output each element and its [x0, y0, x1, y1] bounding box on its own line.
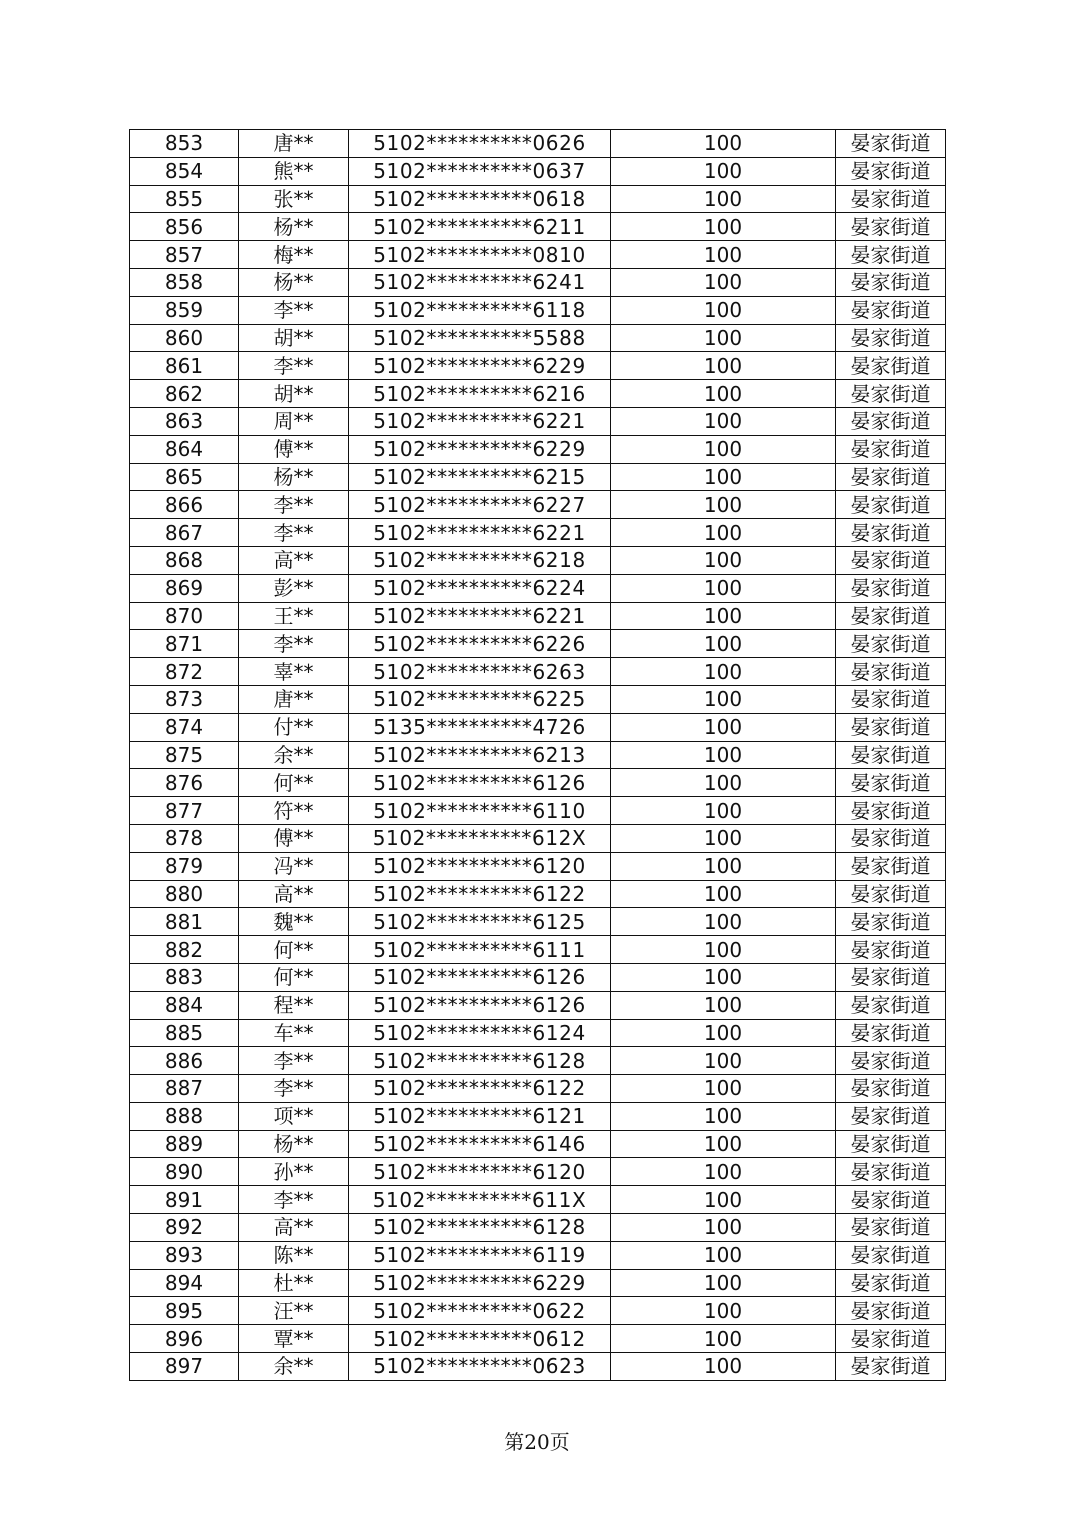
amount-cell: 100: [611, 852, 836, 880]
amount-cell: 100: [611, 296, 836, 324]
location-cell: 晏家街道: [836, 1158, 946, 1186]
amount-cell: 100: [611, 130, 836, 158]
table-row: [130, 574, 946, 602]
row-number-cell: 895: [130, 1297, 239, 1325]
name-cell: 唐**: [239, 130, 349, 158]
amount-cell: 100: [611, 463, 836, 491]
name-cell: 熊**: [239, 157, 349, 185]
id-number-cell: 5102**********6110: [349, 797, 611, 825]
id-number-cell: 5102**********6224: [349, 574, 611, 602]
id-number-cell: 5102**********6216: [349, 380, 611, 408]
name-cell: 付**: [239, 713, 349, 741]
location-cell: 晏家街道: [836, 435, 946, 463]
table-row: [130, 741, 946, 769]
name-cell: 傅**: [239, 435, 349, 463]
id-number-cell: 5102**********6126: [349, 769, 611, 797]
amount-cell: 100: [611, 797, 836, 825]
row-number-cell: 889: [130, 1130, 239, 1158]
name-cell: 何**: [239, 963, 349, 991]
row-number-cell: 891: [130, 1186, 239, 1214]
amount-cell: 100: [611, 741, 836, 769]
id-number-cell: 5102**********6215: [349, 463, 611, 491]
amount-cell: 100: [611, 824, 836, 852]
row-number-cell: 883: [130, 963, 239, 991]
location-cell: 晏家街道: [836, 1075, 946, 1103]
row-number-cell: 855: [130, 185, 239, 213]
id-number-cell: 5102**********6225: [349, 685, 611, 713]
table-row: [130, 1130, 946, 1158]
amount-cell: 100: [611, 1353, 836, 1381]
row-number-cell: 869: [130, 574, 239, 602]
name-cell: 周**: [239, 407, 349, 435]
id-number-cell: 5102**********6120: [349, 1158, 611, 1186]
location-cell: 晏家街道: [836, 908, 946, 936]
id-number-cell: 5102**********0622: [349, 1297, 611, 1325]
name-cell: 冯**: [239, 852, 349, 880]
id-number-cell: 5102**********6122: [349, 880, 611, 908]
location-cell: 晏家街道: [836, 1325, 946, 1353]
name-cell: 李**: [239, 296, 349, 324]
table-row: [130, 1158, 946, 1186]
amount-cell: 100: [611, 546, 836, 574]
table-row: [130, 130, 946, 158]
id-number-cell: 5102**********6211: [349, 213, 611, 241]
amount-cell: 100: [611, 1241, 836, 1269]
name-cell: 符**: [239, 797, 349, 825]
amount-cell: 100: [611, 936, 836, 964]
amount-cell: 100: [611, 407, 836, 435]
name-cell: 余**: [239, 1353, 349, 1381]
row-number-cell: 881: [130, 908, 239, 936]
table-row: [130, 824, 946, 852]
location-cell: 晏家街道: [836, 268, 946, 296]
row-number-cell: 865: [130, 463, 239, 491]
table-row: [130, 407, 946, 435]
table-row: [130, 769, 946, 797]
row-number-cell: 863: [130, 407, 239, 435]
name-cell: 王**: [239, 602, 349, 630]
row-number-cell: 880: [130, 880, 239, 908]
table-row: [130, 324, 946, 352]
amount-cell: 100: [611, 602, 836, 630]
amount-cell: 100: [611, 157, 836, 185]
location-cell: 晏家街道: [836, 1186, 946, 1214]
name-cell: 张**: [239, 185, 349, 213]
amount-cell: 100: [611, 519, 836, 547]
amount-cell: 100: [611, 1075, 836, 1103]
id-number-cell: 5102**********6226: [349, 630, 611, 658]
row-number-cell: 864: [130, 435, 239, 463]
amount-cell: 100: [611, 213, 836, 241]
location-cell: 晏家街道: [836, 602, 946, 630]
id-number-cell: 5102**********6263: [349, 658, 611, 686]
name-cell: 高**: [239, 546, 349, 574]
table-row: [130, 713, 946, 741]
name-cell: 杜**: [239, 1269, 349, 1297]
row-number-cell: 894: [130, 1269, 239, 1297]
table-row: [130, 435, 946, 463]
table-row: [130, 1353, 946, 1381]
name-cell: 何**: [239, 769, 349, 797]
roster-table: [129, 129, 946, 1381]
amount-cell: 100: [611, 241, 836, 269]
row-number-cell: 890: [130, 1158, 239, 1186]
table-row: [130, 1019, 946, 1047]
amount-cell: 100: [611, 185, 836, 213]
amount-cell: 100: [611, 685, 836, 713]
id-number-cell: 5102**********6118: [349, 296, 611, 324]
table-row: [130, 630, 946, 658]
location-cell: 晏家街道: [836, 991, 946, 1019]
amount-cell: 100: [611, 769, 836, 797]
amount-cell: 100: [611, 880, 836, 908]
id-number-cell: 5102**********0618: [349, 185, 611, 213]
id-number-cell: 5102**********6229: [349, 435, 611, 463]
row-number-cell: 877: [130, 797, 239, 825]
id-number-cell: 5102**********6221: [349, 407, 611, 435]
location-cell: 晏家街道: [836, 130, 946, 158]
name-cell: 李**: [239, 630, 349, 658]
name-cell: 何**: [239, 936, 349, 964]
row-number-cell: 868: [130, 546, 239, 574]
amount-cell: 100: [611, 991, 836, 1019]
name-cell: 梅**: [239, 241, 349, 269]
location-cell: 晏家街道: [836, 519, 946, 547]
table-row: [130, 213, 946, 241]
name-cell: 胡**: [239, 380, 349, 408]
amount-cell: 100: [611, 491, 836, 519]
location-cell: 晏家街道: [836, 213, 946, 241]
table-row: [130, 380, 946, 408]
name-cell: 李**: [239, 1075, 349, 1103]
name-cell: 彭**: [239, 574, 349, 602]
table-row: [130, 546, 946, 574]
row-number-cell: 887: [130, 1075, 239, 1103]
location-cell: 晏家街道: [836, 1019, 946, 1047]
table-row: [130, 1241, 946, 1269]
table-row: [130, 268, 946, 296]
row-number-cell: 893: [130, 1241, 239, 1269]
amount-cell: 100: [611, 630, 836, 658]
amount-cell: 100: [611, 352, 836, 380]
amount-cell: 100: [611, 324, 836, 352]
amount-cell: 100: [611, 574, 836, 602]
id-number-cell: 5102**********6126: [349, 991, 611, 1019]
name-cell: 陈**: [239, 1241, 349, 1269]
table-row: [130, 685, 946, 713]
name-cell: 高**: [239, 880, 349, 908]
amount-cell: 100: [611, 1214, 836, 1242]
id-number-cell: 5102**********6120: [349, 852, 611, 880]
table-row: [130, 241, 946, 269]
id-number-cell: 5102**********6221: [349, 602, 611, 630]
table-row: [130, 1214, 946, 1242]
amount-cell: 100: [611, 908, 836, 936]
row-number-cell: 861: [130, 352, 239, 380]
name-cell: 李**: [239, 1186, 349, 1214]
amount-cell: 100: [611, 1297, 836, 1325]
id-number-cell: 5102**********0612: [349, 1325, 611, 1353]
location-cell: 晏家街道: [836, 713, 946, 741]
row-number-cell: 859: [130, 296, 239, 324]
table-row: [130, 296, 946, 324]
amount-cell: 100: [611, 1186, 836, 1214]
table-row: [130, 352, 946, 380]
name-cell: 魏**: [239, 908, 349, 936]
row-number-cell: 867: [130, 519, 239, 547]
table-row: [130, 519, 946, 547]
id-number-cell: 5102**********6124: [349, 1019, 611, 1047]
row-number-cell: 854: [130, 157, 239, 185]
amount-cell: 100: [611, 380, 836, 408]
table-row: [130, 908, 946, 936]
row-number-cell: 860: [130, 324, 239, 352]
amount-cell: 100: [611, 1158, 836, 1186]
row-number-cell: 857: [130, 241, 239, 269]
table-row: [130, 963, 946, 991]
location-cell: 晏家街道: [836, 824, 946, 852]
amount-cell: 100: [611, 963, 836, 991]
id-number-cell: 5102**********0637: [349, 157, 611, 185]
id-number-cell: 5102**********0623: [349, 1353, 611, 1381]
name-cell: 杨**: [239, 463, 349, 491]
table-row: [130, 658, 946, 686]
row-number-cell: 874: [130, 713, 239, 741]
location-cell: 晏家街道: [836, 380, 946, 408]
id-number-cell: 5102**********6128: [349, 1214, 611, 1242]
name-cell: 李**: [239, 1047, 349, 1075]
location-cell: 晏家街道: [836, 1269, 946, 1297]
name-cell: 辜**: [239, 658, 349, 686]
id-number-cell: 5102**********5588: [349, 324, 611, 352]
location-cell: 晏家街道: [836, 1102, 946, 1130]
row-number-cell: 858: [130, 268, 239, 296]
row-number-cell: 884: [130, 991, 239, 1019]
location-cell: 晏家街道: [836, 574, 946, 602]
location-cell: 晏家街道: [836, 1130, 946, 1158]
name-cell: 李**: [239, 491, 349, 519]
amount-cell: 100: [611, 1019, 836, 1047]
location-cell: 晏家街道: [836, 880, 946, 908]
name-cell: 孙**: [239, 1158, 349, 1186]
location-cell: 晏家街道: [836, 630, 946, 658]
name-cell: 杨**: [239, 213, 349, 241]
id-number-cell: 5102**********6128: [349, 1047, 611, 1075]
location-cell: 晏家街道: [836, 741, 946, 769]
location-cell: 晏家街道: [836, 324, 946, 352]
name-cell: 杨**: [239, 1130, 349, 1158]
table-row: [130, 991, 946, 1019]
name-cell: 汪**: [239, 1297, 349, 1325]
id-number-cell: 5102**********6126: [349, 963, 611, 991]
id-number-cell: 5102**********0810: [349, 241, 611, 269]
location-cell: 晏家街道: [836, 685, 946, 713]
row-number-cell: 888: [130, 1102, 239, 1130]
amount-cell: 100: [611, 1269, 836, 1297]
row-number-cell: 885: [130, 1019, 239, 1047]
table-row: [130, 797, 946, 825]
location-cell: 晏家街道: [836, 658, 946, 686]
location-cell: 晏家街道: [836, 296, 946, 324]
table-row: [130, 185, 946, 213]
id-number-cell: 5102**********612X: [349, 824, 611, 852]
location-cell: 晏家街道: [836, 185, 946, 213]
id-number-cell: 5102**********611X: [349, 1186, 611, 1214]
table-row: [130, 1325, 946, 1353]
id-number-cell: 5102**********6121: [349, 1102, 611, 1130]
row-number-cell: 879: [130, 852, 239, 880]
name-cell: 覃**: [239, 1325, 349, 1353]
name-cell: 余**: [239, 741, 349, 769]
id-number-cell: 5102**********6241: [349, 268, 611, 296]
table-row: [130, 602, 946, 630]
id-number-cell: 5102**********6221: [349, 519, 611, 547]
location-cell: 晏家街道: [836, 852, 946, 880]
location-cell: 晏家街道: [836, 1241, 946, 1269]
row-number-cell: 873: [130, 685, 239, 713]
location-cell: 晏家街道: [836, 1214, 946, 1242]
id-number-cell: 5102**********6213: [349, 741, 611, 769]
location-cell: 晏家街道: [836, 963, 946, 991]
location-cell: 晏家街道: [836, 241, 946, 269]
row-number-cell: 875: [130, 741, 239, 769]
location-cell: 晏家街道: [836, 407, 946, 435]
location-cell: 晏家街道: [836, 1353, 946, 1381]
table-row: [130, 1075, 946, 1103]
row-number-cell: 872: [130, 658, 239, 686]
location-cell: 晏家街道: [836, 936, 946, 964]
table-row: [130, 157, 946, 185]
table-row: [130, 852, 946, 880]
id-number-cell: 5102**********6125: [349, 908, 611, 936]
table-row: [130, 1297, 946, 1325]
name-cell: 李**: [239, 352, 349, 380]
name-cell: 李**: [239, 519, 349, 547]
id-number-cell: 5102**********6229: [349, 1269, 611, 1297]
roster-table-body: [130, 130, 946, 1381]
name-cell: 胡**: [239, 324, 349, 352]
id-number-cell: 5102**********6122: [349, 1075, 611, 1103]
name-cell: 杨**: [239, 268, 349, 296]
table-row: [130, 1047, 946, 1075]
name-cell: 唐**: [239, 685, 349, 713]
name-cell: 项**: [239, 1102, 349, 1130]
row-number-cell: 871: [130, 630, 239, 658]
table-row: [130, 1102, 946, 1130]
name-cell: 程**: [239, 991, 349, 1019]
table-row: [130, 491, 946, 519]
table-row: [130, 1186, 946, 1214]
location-cell: 晏家街道: [836, 769, 946, 797]
row-number-cell: 878: [130, 824, 239, 852]
location-cell: 晏家街道: [836, 157, 946, 185]
amount-cell: 100: [611, 713, 836, 741]
row-number-cell: 856: [130, 213, 239, 241]
location-cell: 晏家街道: [836, 1297, 946, 1325]
table-row: [130, 880, 946, 908]
amount-cell: 100: [611, 1130, 836, 1158]
location-cell: 晏家街道: [836, 797, 946, 825]
page-number: 第20页: [504, 1430, 570, 1454]
amount-cell: 100: [611, 1325, 836, 1353]
table-row: [130, 1269, 946, 1297]
id-number-cell: 5135**********4726: [349, 713, 611, 741]
id-number-cell: 5102**********6227: [349, 491, 611, 519]
row-number-cell: 876: [130, 769, 239, 797]
amount-cell: 100: [611, 435, 836, 463]
row-number-cell: 896: [130, 1325, 239, 1353]
id-number-cell: 5102**********0626: [349, 130, 611, 158]
row-number-cell: 897: [130, 1353, 239, 1381]
row-number-cell: 853: [130, 130, 239, 158]
row-number-cell: 892: [130, 1214, 239, 1242]
id-number-cell: 5102**********6218: [349, 546, 611, 574]
table-row: [130, 463, 946, 491]
name-cell: 傅**: [239, 824, 349, 852]
location-cell: 晏家街道: [836, 546, 946, 574]
row-number-cell: 882: [130, 936, 239, 964]
amount-cell: 100: [611, 1047, 836, 1075]
id-number-cell: 5102**********6119: [349, 1241, 611, 1269]
location-cell: 晏家街道: [836, 463, 946, 491]
name-cell: 车**: [239, 1019, 349, 1047]
id-number-cell: 5102**********6111: [349, 936, 611, 964]
location-cell: 晏家街道: [836, 352, 946, 380]
id-number-cell: 5102**********6146: [349, 1130, 611, 1158]
row-number-cell: 862: [130, 380, 239, 408]
amount-cell: 100: [611, 1102, 836, 1130]
location-cell: 晏家街道: [836, 1047, 946, 1075]
row-number-cell: 870: [130, 602, 239, 630]
row-number-cell: 886: [130, 1047, 239, 1075]
amount-cell: 100: [611, 268, 836, 296]
location-cell: 晏家街道: [836, 491, 946, 519]
name-cell: 高**: [239, 1214, 349, 1242]
row-number-cell: 866: [130, 491, 239, 519]
table-row: [130, 936, 946, 964]
id-number-cell: 5102**********6229: [349, 352, 611, 380]
amount-cell: 100: [611, 658, 836, 686]
